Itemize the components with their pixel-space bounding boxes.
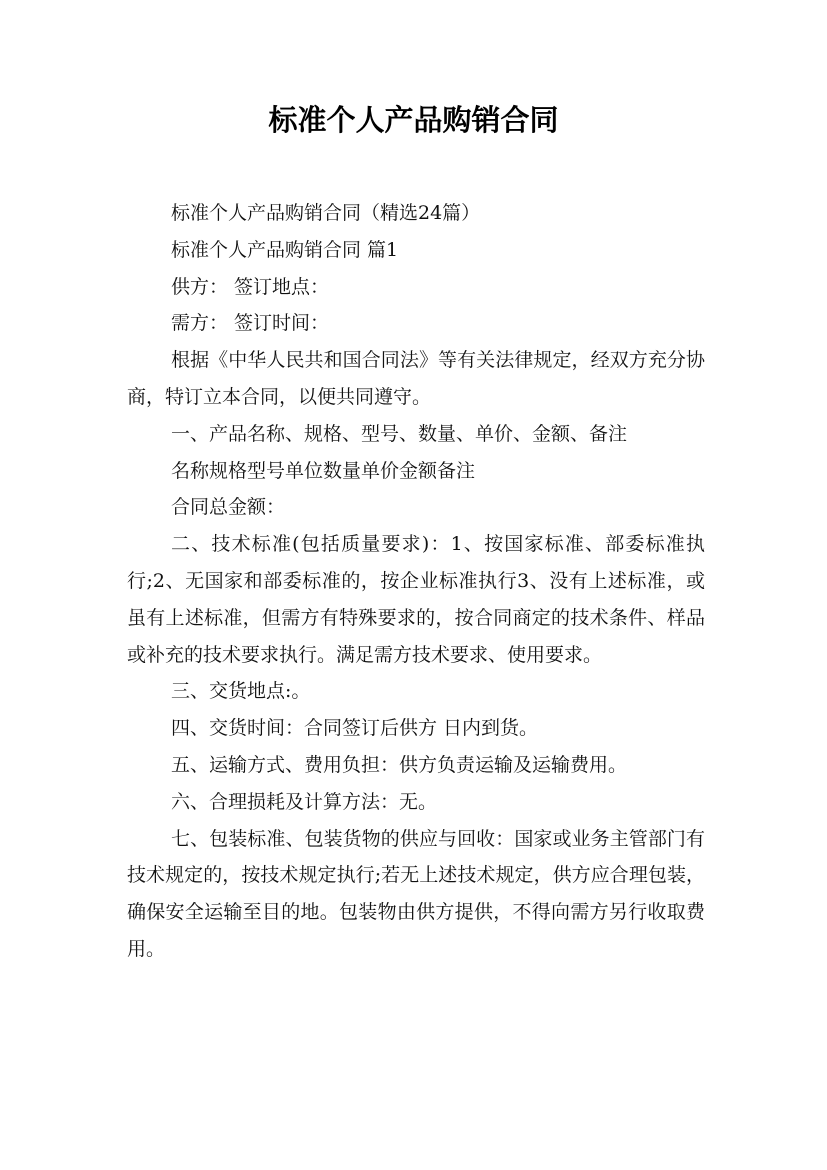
paragraph-section-heading: 标准个人产品购销合同 篇1 bbox=[171, 238, 399, 261]
paragraph-clause-4: 四、交货时间：合同签订后供方 日内到货。 bbox=[171, 717, 539, 740]
paragraph-clause-5: 五、运输方式、费用负担：供方负责运输及运输费用。 bbox=[171, 753, 628, 776]
paragraph-subtitle: 标准个人产品购销合同（精选24篇） bbox=[171, 202, 481, 224]
document-body bbox=[127, 195, 705, 968]
paragraph-clause-6: 六、合理损耗及计算方法：无。 bbox=[171, 790, 438, 813]
paragraph-clause-7: 七、包装标准、包装货物的供应与回收：国家或业务主管部门有技术规定的，按技术规定执行;若无上述技术规定，供方应合理包装，确保安全运输至目的地。包装物由供方提供，不得向需方另行收取费用。 bbox=[127, 827, 705, 960]
paragraph-supplier: 供方： 签订地点： bbox=[171, 275, 330, 298]
paragraph-preamble: 根据《中华人民共和国合同法》等有关法律规定，经双方充分协商，特订立本合同，以便共同遵守。 bbox=[127, 349, 705, 408]
paragraph-clause-3: 三、交货地点:。 bbox=[171, 680, 311, 703]
paragraph-table-header: 名称规格型号单位数量单价金额备注 bbox=[171, 459, 476, 482]
paragraph-clause-1: 一、产品名称、规格、型号、数量、单价、金额、备注 bbox=[171, 422, 628, 445]
document-title: 标准个人产品购销合同 bbox=[268, 103, 559, 137]
paragraph-clause-2: 二、技术标准(包括质量要求)：1、按国家标准、部委标准执行;2、无国家和部委标准的，按企业标准执行3、没有上述标准，或虽有上述标准，但需方有特殊要求的，按合同商定的技术条件、样品或补充的技术要求执行。满足需方技术要求、使用要求。 bbox=[127, 533, 705, 666]
paragraph-total-amount: 合同总金额： bbox=[171, 496, 286, 519]
paragraph-buyer: 需方： 签订时间： bbox=[171, 312, 330, 335]
